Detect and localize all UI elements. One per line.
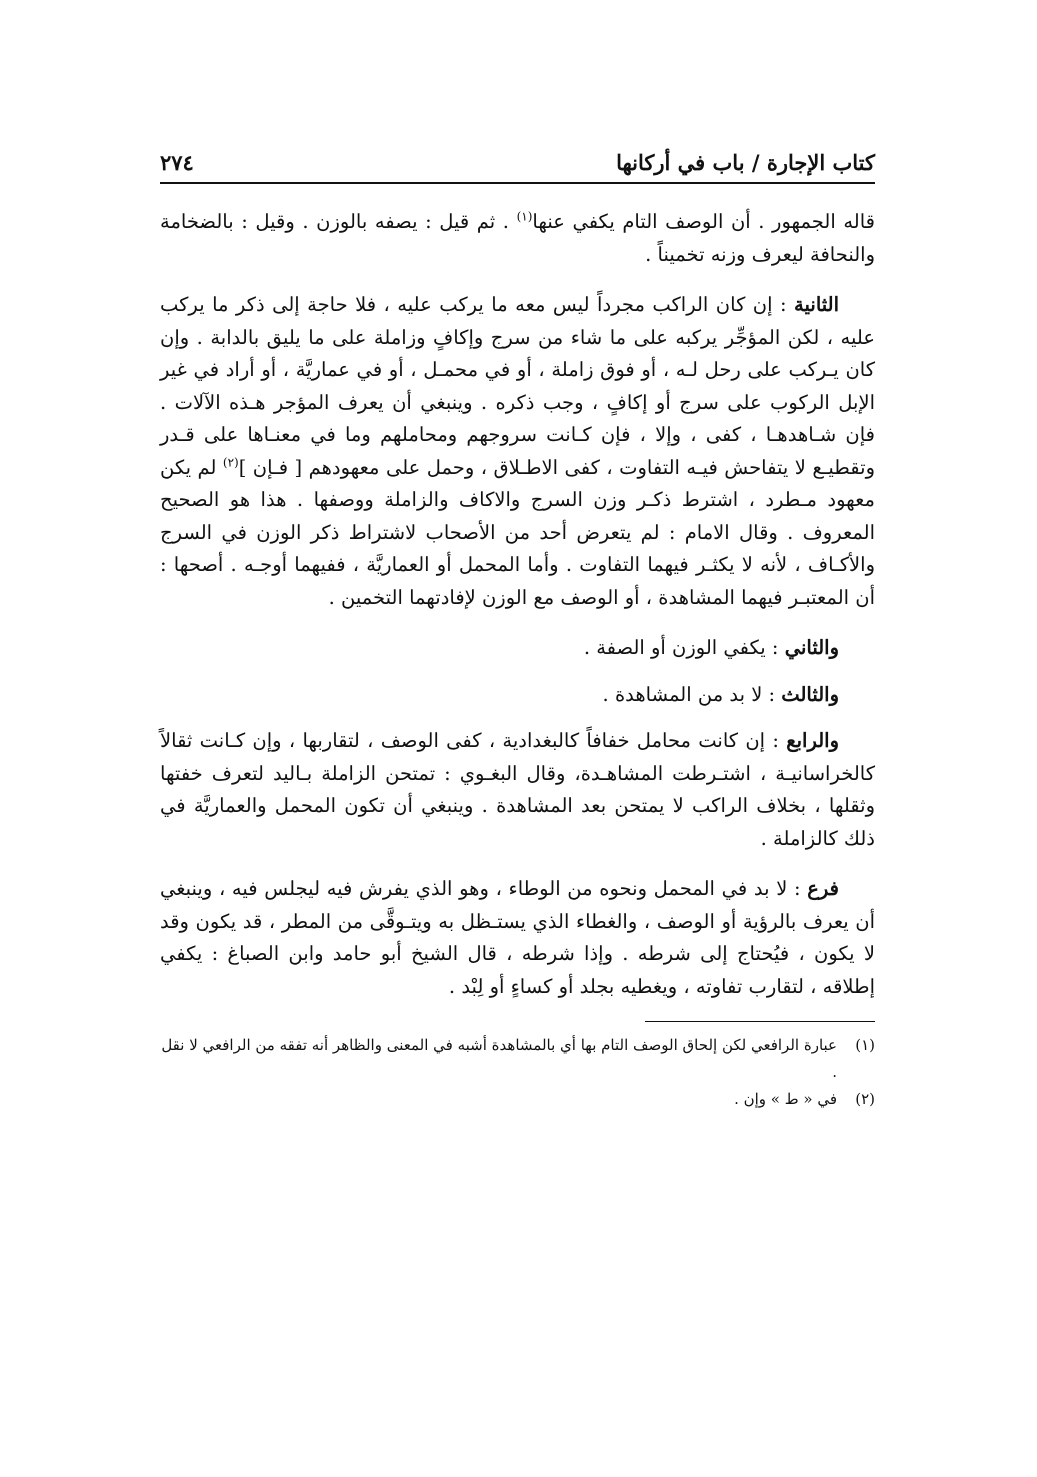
chapter-title: كتاب الإجارة / باب في أركانها xyxy=(616,150,875,175)
footnotes xyxy=(160,1032,875,1113)
running-header xyxy=(160,150,875,184)
paragraph-lead: والثالث xyxy=(781,682,839,706)
footnote-1 xyxy=(160,1032,875,1086)
paragraph-lead: والثاني xyxy=(784,636,839,659)
footnote-marker: (٢) xyxy=(855,1090,875,1108)
footnote-2 xyxy=(160,1086,875,1113)
book-page xyxy=(160,150,875,1113)
paragraph-text: : إن كان الراكب مجرداً ليس معه ما يركب عليه ، فلا حاجة إلى ذكر ما يركب عليه ، لكن المؤجِّر يركبه على ما شاء من سرج وإكافٍ وزاملة على ما يليق بالدابة . وإن كان يـركب على رحل لـه ، أو فوق زاملة ، أو في محمـل ، أو في عماريَّة ، أو أراد في غير الإبل الركوب على سرج أو إكافٍ ، وجب ذكره . وينبغي أن يعرف المؤجر هـذه الآلات . فإن شـاهدهـا ، كفى ، وإلا ، فإن كـانت سروجهم ومحاملهم وما في معنـاها على قـدر وتقطيـع لا يتفاحش فيـه التفاوت ، كفى الاطـلاق ، وحمل على معهودهم [ فـإن ] xyxy=(160,293,875,479)
paragraph-text: قاله الجمهور . أن الوصف التام يكفي عنها xyxy=(532,210,875,233)
paragraph-2 xyxy=(160,289,875,614)
footnote-text: عبارة الرافعي لكن إلحاق الوصف التام بها أي بالمشاهدة أشبه في المعنى والظاهر أنه تفقه من الرافعي لا نقل . xyxy=(161,1036,837,1081)
paragraph-text: : إن كانت محامل خفافاً كالبغدادية ، كفى الوصف ، لتقاربها ، وإن كـانت ثقالاً كالخراسانيـة ، اشتـرطت المشاهـدة، وقال البغـوي : تمتحن الزاملة بـاليد لتعرف خفتها وثقلها ، بخلاف الراكب لا يمتحن بعد المشاهدة . وينبغي أن تكون المحمل والعماريَّة في ذلك كالزاملة . xyxy=(160,729,875,850)
paragraph-lead: والرابع xyxy=(786,729,839,752)
paragraph-lead: فرع xyxy=(807,877,839,900)
paragraph-3 xyxy=(160,632,875,665)
body-text xyxy=(160,206,875,1003)
paragraph-lead: الثانية xyxy=(794,293,839,316)
footnote-text: في « ط » وإن . xyxy=(734,1090,837,1108)
paragraph-text: لم يكن معهود مـطرد ، اشترط ذكـر وزن السرج والاكاف والزاملة ووصفها . هذا هو الصحيح المعروف . وقال الامام : لم يتعرض أحد من الأصحاب لاشتراط ذكر الوزن في السرج والأكـاف ، لأنه لا يكثـر فيهما التفاوت . وأما المحمل أو العماريَّة ، ففيهما أوجـه . أصحها : أن المعتبـر فيهما المشاهدة ، أو الوصف مع الوزن لإفادتهما التخمين . xyxy=(160,455,875,609)
paragraph-4 xyxy=(160,679,875,712)
footnote-marker: (١) xyxy=(855,1036,875,1054)
footnote-reference-2[interactable]: (٢) xyxy=(222,455,239,469)
paragraph-6 xyxy=(160,873,875,1003)
paragraph-text: . ثم قيل : يصفه بالوزن . وقيل : بالضخامة والنحافة ليعرف وزنه تخميناً . xyxy=(160,210,875,266)
paragraph-5 xyxy=(160,725,875,855)
paragraph-text: : يكفي الوزن أو الصفة . xyxy=(583,636,785,659)
paragraph-1 xyxy=(160,206,875,271)
page-number: ٢٧٤ xyxy=(160,150,194,175)
footnote-reference-1[interactable]: (١) xyxy=(516,209,533,224)
paragraph-text: : لا بد في المحمل ونحوه من الوطاء ، وهو الذي يفرش فيه ليجلس فيه ، وينبغي أن يعرف بالرؤية أو الوصف ، والغطاء الذي يستـظل به ويتـوقَّى من المطر ، قد يكون وقد لا يكون ، فيُحتاج إلى شرطه . وإذا شرطه ، قال الشيخ أبو حامد وابن الصباغ : يكفي إطلاقه ، لتقارب تفاوته ، ويغطيه بجلد أو كساءٍ أو لِبْد . xyxy=(160,877,875,998)
footnote-divider xyxy=(645,1021,875,1022)
paragraph-text: : لا بد من المشاهدة . xyxy=(602,682,782,706)
